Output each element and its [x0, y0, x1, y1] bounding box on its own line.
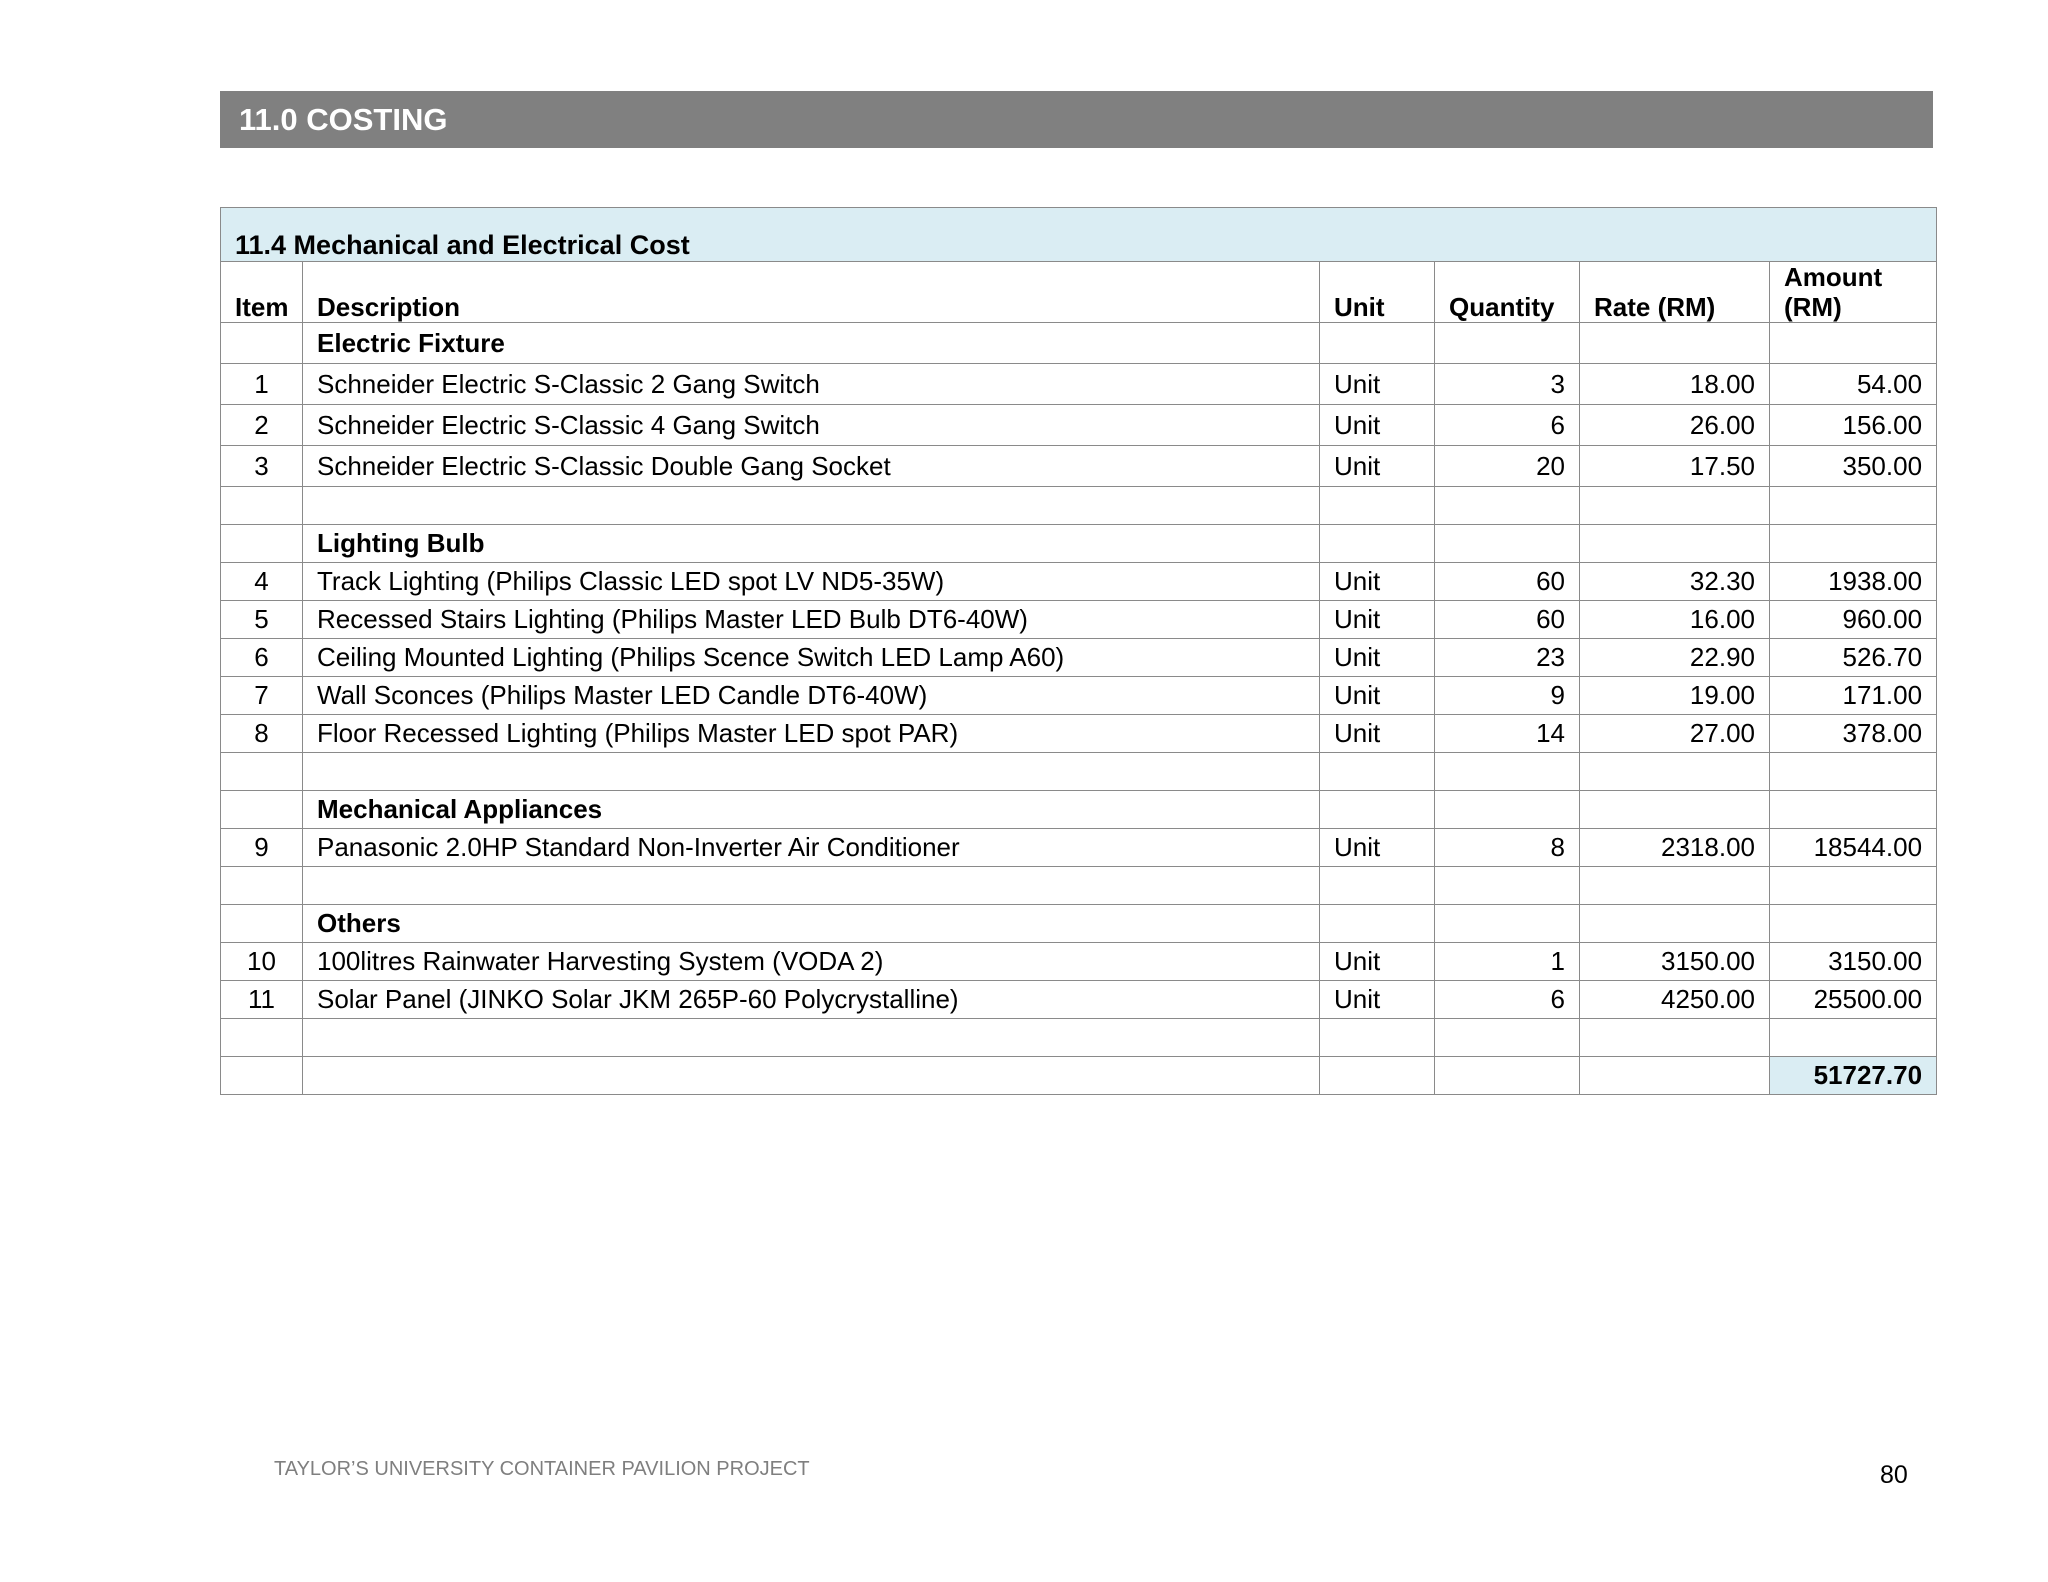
group-row — [221, 525, 1937, 563]
table-row: 10 100litres Rainwater Harvesting System (VODA 2) Unit 1 3150.00 3150.00 — [221, 943, 1937, 981]
col-header-quantity: Quantity — [1435, 262, 1580, 323]
table-row: 9 Panasonic 2.0HP Standard Non-Inverter Air Conditioner Unit 8 2318.00 18544.00 — [221, 829, 1937, 867]
empty-row — [221, 753, 1937, 791]
table-row: 4 Track Lighting (Philips Classic LED spot LV ND5-35W) Unit 60 32.30 1938.00 — [221, 563, 1937, 601]
group-label-lighting-bulb: Lighting Bulb — [303, 525, 1320, 563]
table-row: 5 Recessed Stairs Lighting (Philips Master LED Bulb DT6-40W) Unit 60 16.00 960.00 — [221, 601, 1937, 639]
table-row: 1 Schneider Electric S-Classic 2 Gang Switch Unit 3 18.00 54.00 — [221, 364, 1937, 405]
col-header-rate: Rate (RM) — [1580, 262, 1770, 323]
table-row: 11 Solar Panel (JINKO Solar JKM 265P-60 Polycrystalline) Unit 6 4250.00 25500.00 — [221, 981, 1937, 1019]
table-title-row — [221, 208, 1937, 262]
section-banner — [220, 91, 1933, 148]
table-row: 7 Wall Sconces (Philips Master LED Candle DT6-40W) Unit 9 19.00 171.00 — [221, 677, 1937, 715]
table-header-row — [221, 262, 1937, 323]
grand-total: 51727.70 — [1770, 1057, 1937, 1095]
table-row: 8 Floor Recessed Lighting (Philips Master LED spot PAR) Unit 14 27.00 378.00 — [221, 715, 1937, 753]
table-title: 11.4 Mechanical and Electrical Cost — [221, 208, 1937, 262]
group-label-others: Others — [303, 905, 1320, 943]
col-header-item: Item — [221, 262, 303, 323]
table-row: 2 Schneider Electric S-Classic 4 Gang Switch Unit 6 26.00 156.00 — [221, 405, 1937, 446]
group-row — [221, 323, 1937, 364]
col-header-amount: Amount (RM) — [1770, 262, 1937, 323]
group-row — [221, 905, 1937, 943]
total-row — [221, 1057, 1937, 1095]
col-header-description: Description — [303, 262, 1320, 323]
group-label-electric-fixture: Electric Fixture — [303, 323, 1320, 364]
page-number: 80 — [1880, 1461, 1908, 1489]
empty-row — [221, 487, 1937, 525]
group-row — [221, 791, 1937, 829]
table-row: 6 Ceiling Mounted Lighting (Philips Scence Switch LED Lamp A60) Unit 23 22.90 526.70 — [221, 639, 1937, 677]
col-header-unit: Unit — [1320, 262, 1435, 323]
group-label-mechanical-appliances: Mechanical Appliances — [303, 791, 1320, 829]
empty-row — [221, 867, 1937, 905]
empty-row — [221, 1019, 1937, 1057]
footer-project-name: TAYLOR’S UNIVERSITY CONTAINER PAVILION PROJECT — [274, 1458, 810, 1480]
page-title: 11.0 COSTING — [239, 102, 448, 137]
cost-table — [220, 207, 1937, 1095]
table-row: 3 Schneider Electric S-Classic Double Gang Socket Unit 20 17.50 350.00 — [221, 446, 1937, 487]
